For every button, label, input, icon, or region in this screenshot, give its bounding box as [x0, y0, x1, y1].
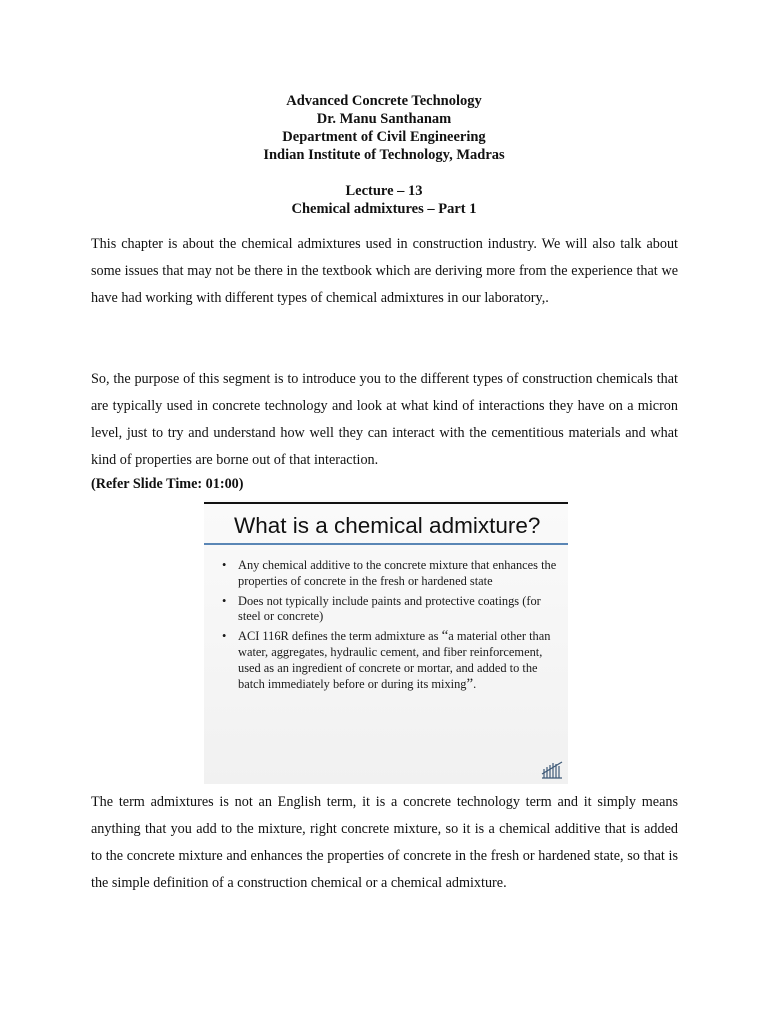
paragraph-text: The term admixtures is not an English term, it is a concrete technology term and it simply means anything that you add to the mixture, right concrete mixture, so it is a chemical additive that is added to the concrete mixture and enhances the properties of concrete in the fresh or hardened state, so that is the simple definition of a construction chemical or a chemical admixture.: [91, 794, 678, 891]
paragraph-text: This chapter is about the chemical admixtures used in construction industry. We will also talk about some issues that may not be there in the textbook which are deriving more from the experience that we have had working with different types of chemical admixtures in our laboratory,.: [91, 236, 678, 306]
paragraph-purpose: [91, 366, 678, 474]
bullet-icon: •: [222, 558, 227, 572]
lecture-heading: [0, 182, 768, 218]
slide-bullet-text: [238, 629, 550, 690]
slide-bullet-text: Does not typically include paints and protective coatings (for steel or concrete): [238, 593, 541, 624]
document-header: [0, 92, 768, 164]
lecture-title: Chemical admixtures – Part 1: [291, 201, 477, 217]
slide-title-underline: [204, 543, 568, 545]
slide-bullet-text: Any chemical additive to the concrete mixture that enhances the properties of concrete in the fresh or hardened state: [238, 558, 557, 588]
course-title: Advanced Concrete Technology: [286, 93, 482, 109]
slide-bullet-list: [222, 558, 558, 696]
paragraph-intro: [91, 231, 678, 312]
institute-name: Indian Institute of Technology, Madras: [263, 147, 505, 163]
definition-prefix: ACI 116R defines the term admixture as: [238, 629, 442, 644]
slide-title: What is a chemical admixture?: [234, 513, 541, 538]
slide-time-reference: (Refer Slide Time: 01:00): [91, 476, 244, 492]
instructor-name: Dr. Manu Santhanam: [316, 111, 452, 127]
close-quote: ”: [466, 675, 474, 692]
definition-quote: a material other than water, aggregates, hydraulic cement, and fiber reinforcement, used as an ingredient of concrete or mortar, and added to the batch immediately before or during its mixing: [238, 629, 551, 691]
slide-bullet: [222, 629, 558, 692]
open-quote: “: [441, 628, 449, 645]
slide-bullet: [222, 594, 558, 626]
slide-bullet: [222, 558, 558, 590]
bullet-icon: •: [222, 629, 227, 644]
paragraph-definition: [91, 789, 678, 897]
institute-logo-icon: [540, 760, 564, 780]
definition-suffix: .: [473, 676, 477, 691]
lecture-number: Lecture – 13: [345, 183, 423, 199]
department-name: Department of Civil Engineering: [282, 129, 486, 145]
paragraph-text: So, the purpose of this segment is to introduce you to the different types of construction chemicals that are typically used in concrete technology and look at what kind of interactions they have on a micron level, just to try and understand how well they can interact with the cementitious materials and what kind of properties are borne out of that interaction.: [91, 371, 678, 468]
bullet-icon: •: [222, 593, 227, 608]
slide-top-rule: [204, 502, 568, 504]
slide-image: [204, 500, 568, 784]
